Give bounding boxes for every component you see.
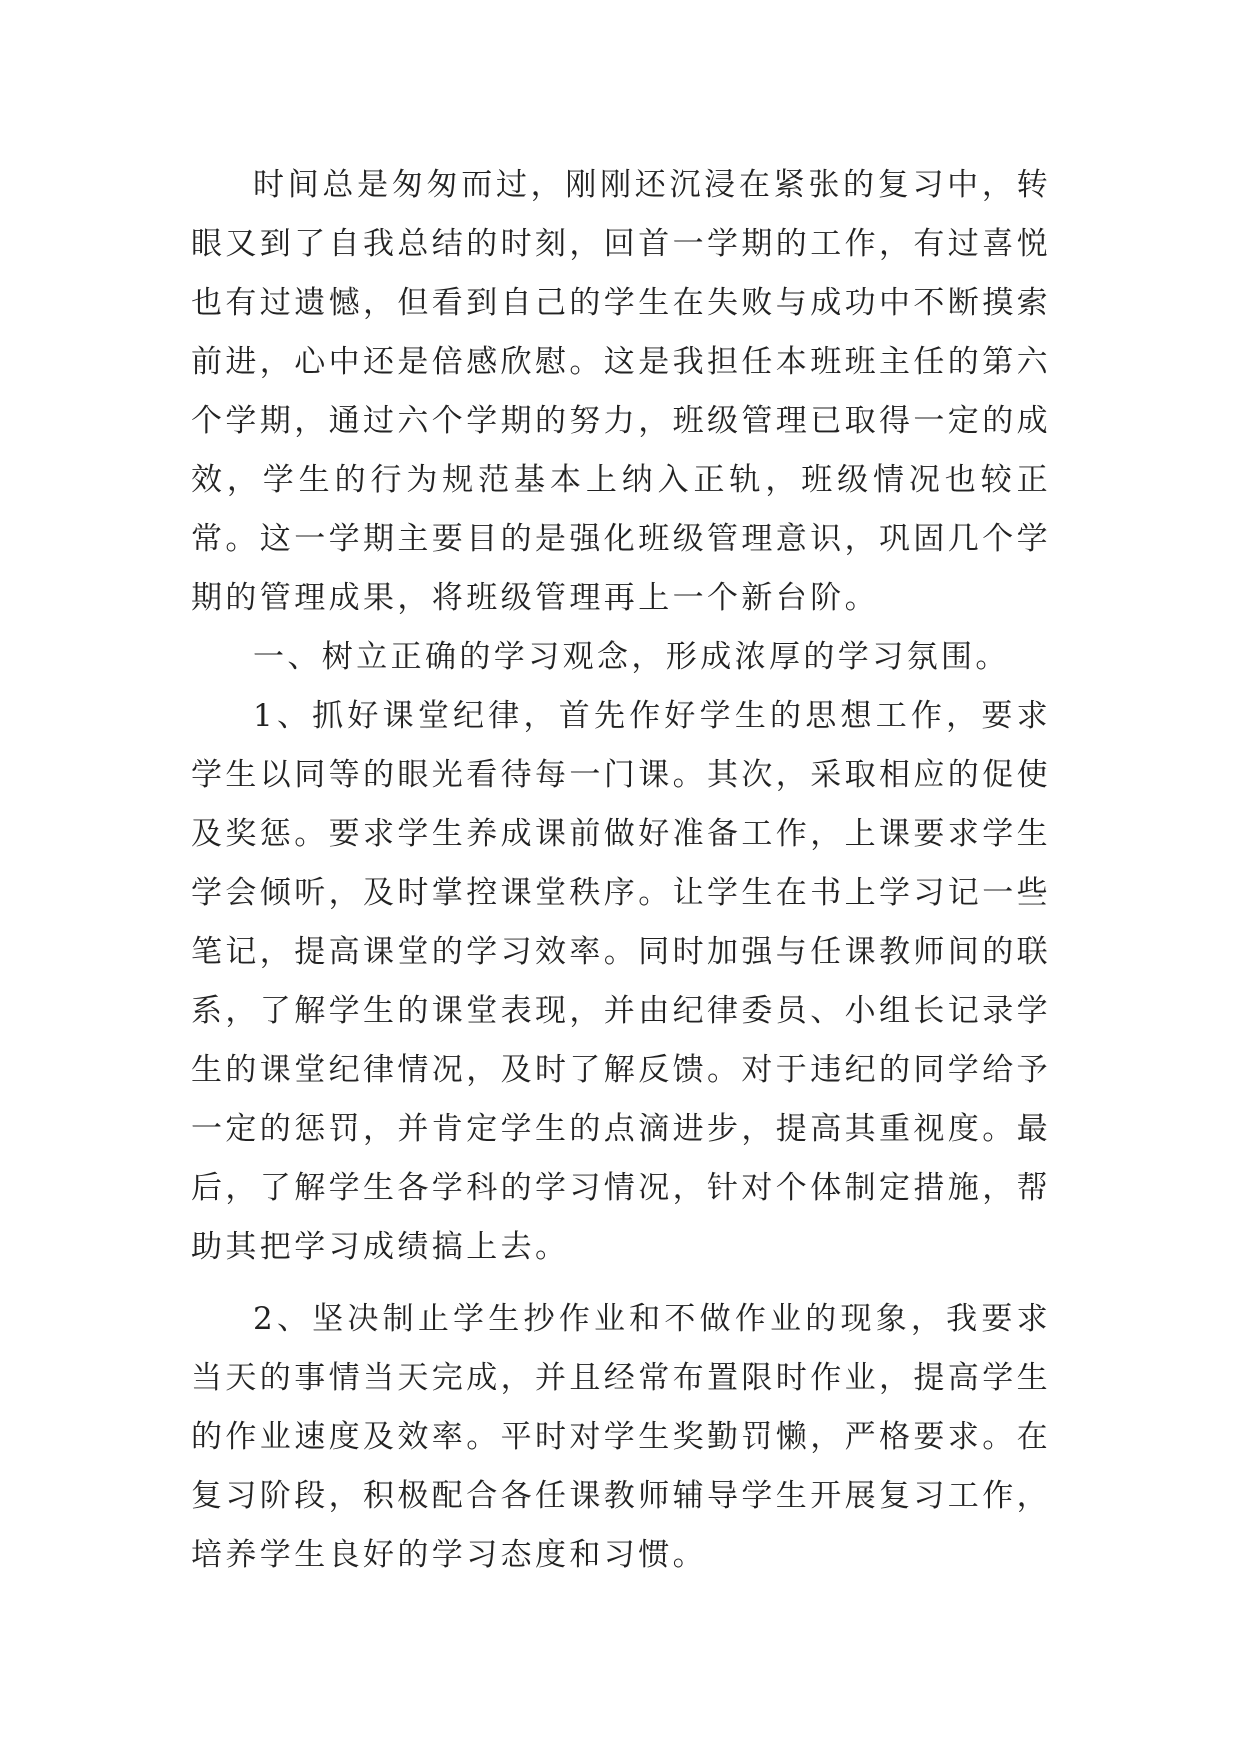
paragraph-item-1: 1、抓好课堂纪律，首先作好学生的思想工作，要求学生以同等的眼光看待每一门课。其次，采取相应的促使及奖惩。要求学生养成课前做好准备工作，上课要求学生学会倾听，及时掌控课堂秩序。让学生在书上学习记一些笔记，提高课堂的学习效率。同时加强与任课教师间的联系，了解学生的课堂表现，并由纪律委员、小组长记录学生的课堂纪律情况，及时了解反馈。对于违纪的同学给予一定的惩罚，并肯定学生的点滴进步，提高其重视度。最后，了解学生各学科的学习情况，针对个体制定措施，帮助其把学习成绩搞上去。 (191, 698, 1051, 1265)
paragraph-section-heading: 一、树立正确的学习观念，形成浓厚的学习氛围。 (253, 639, 1010, 675)
document-body (191, 156, 1051, 1585)
paragraph-item-2: 2、坚决制止学生抄作业和不做作业的现象，我要求当天的事情当天完成，并且经常布置限时作业，提高学生的作业速度及效率。平时对学生奖勤罚懒，严格要求。在复习阶段，积极配合各任课教师辅导学生开展复习工作，培养学生良好的学习态度和习惯。 (191, 1301, 1051, 1573)
paragraph-intro: 时间总是匆匆而过，刚刚还沉浸在紧张的复习中，转眼又到了自我总结的时刻，回首一学期的工作，有过喜悦也有过遗憾，但看到自己的学生在失败与成功中不断摸索前进，心中还是倍感欣慰。这是我担任本班班主任的第六个学期，通过六个学期的努力，班级管理已取得一定的成效，学生的行为规范基本上纳入正轨，班级情况也较正常。这一学期主要目的是强化班级管理意识，巩固几个学期的管理成果，将班级管理再上一个新台阶。 (191, 167, 1051, 616)
